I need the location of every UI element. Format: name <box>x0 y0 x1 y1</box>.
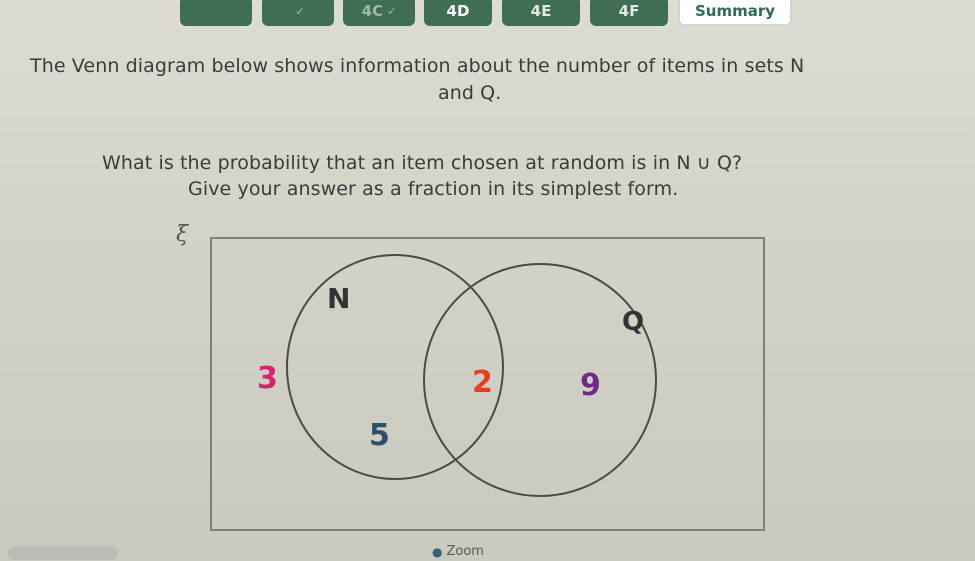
question-line-1: The Venn diagram below shows information about the number of items in sets N <box>30 55 805 77</box>
zoom-label: Zoom <box>446 544 484 559</box>
tab-4d-label: 4D <box>446 2 470 20</box>
tab-summary-label: Summary <box>694 2 776 20</box>
set-n-circle <box>287 255 503 479</box>
tab-4e-label: 4E <box>530 2 552 20</box>
tab-4c-label: 4C <box>361 2 384 20</box>
question-line-2: and Q. <box>438 82 502 104</box>
bottom-scroll-indicator[interactable] <box>8 546 118 560</box>
question-line-3: What is the probability that an item chosen at random is in N ∪ Q? <box>102 152 743 174</box>
magnifier-icon: ● <box>432 544 443 559</box>
set-n-label: N <box>327 282 351 315</box>
check-icon: ✓ <box>387 4 397 18</box>
zoom-button[interactable] <box>432 544 484 559</box>
set-q-circle <box>424 264 656 496</box>
tab-4f-label: 4F <box>618 2 640 20</box>
only-n-value: 5 <box>369 418 390 453</box>
only-q-value: 9 <box>580 368 601 403</box>
outside-value: 3 <box>257 361 278 396</box>
question-line-4: Give your answer as a fraction in its simplest form. <box>188 178 679 200</box>
universal-set-symbol: ξ <box>176 222 189 247</box>
set-q-label: Q <box>622 307 645 337</box>
intersection-value: 2 <box>472 365 493 400</box>
check-icon: ✓ <box>295 4 305 18</box>
